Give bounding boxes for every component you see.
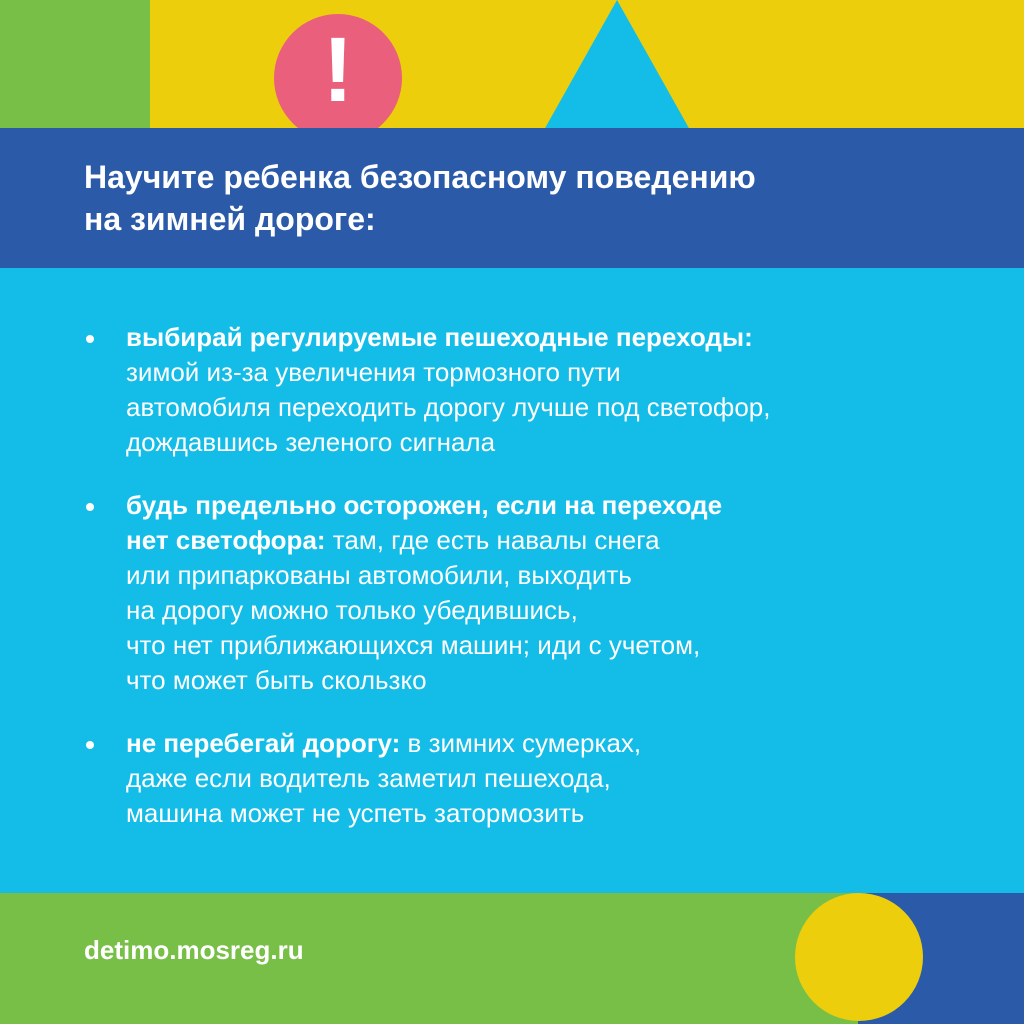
tip-line: что может быть скользко — [126, 665, 427, 695]
tip-line: машина может не успеть затормозить — [126, 798, 585, 828]
tips-list — [0, 320, 1024, 859]
content-panel — [0, 268, 1024, 893]
green-block — [0, 0, 150, 130]
tip-heading-continued: нет светофора: — [126, 525, 326, 555]
tip-heading: будь предельно осторожен, если на переходе — [126, 490, 723, 520]
tip-text: в зимних сумерках, — [400, 728, 642, 758]
bullet-icon — [86, 741, 94, 749]
tip-text: там, где есть навалы снега — [325, 525, 660, 555]
bullet-icon — [86, 503, 94, 511]
list-item — [0, 320, 1024, 460]
title-line-2: на зимней дороге: — [84, 201, 376, 237]
list-item — [0, 488, 1024, 698]
tip-line: что нет приближающихся машин; иди с учетом, — [126, 630, 701, 660]
tip-line: на дорогу можно только убедившись, — [126, 595, 578, 625]
tip-line: даже если водитель заметил пешехода, — [126, 763, 611, 793]
bullet-icon — [86, 335, 94, 343]
exclamation-glyph: ! — [322, 19, 354, 121]
tip-line: или припаркованы автомобили, выходить — [126, 560, 632, 590]
top-decor-band — [0, 0, 1024, 130]
tip-heading: выбирай регулируемые пешеходные переходы: — [126, 322, 753, 352]
triangle-shape — [544, 0, 690, 130]
header-band — [0, 128, 1024, 268]
tip-line: зимой из-за увеличения тормозного пути — [126, 357, 621, 387]
list-item — [0, 726, 1024, 831]
page-title — [84, 156, 984, 240]
yellow-circle — [795, 893, 923, 1021]
tip-line: автомобиля переходить дорогу лучше под светофор, — [126, 392, 771, 422]
exclamation-icon — [274, 14, 402, 142]
tip-heading: не перебегай дорогу: — [126, 728, 401, 758]
footer-band — [0, 893, 1024, 1024]
title-line-1: Научите ребенка безопасному поведению — [84, 159, 756, 195]
tip-line: дождавшись зеленого сигнала — [126, 427, 496, 457]
website-link[interactable]: detimo.mosreg.ru — [84, 935, 304, 965]
